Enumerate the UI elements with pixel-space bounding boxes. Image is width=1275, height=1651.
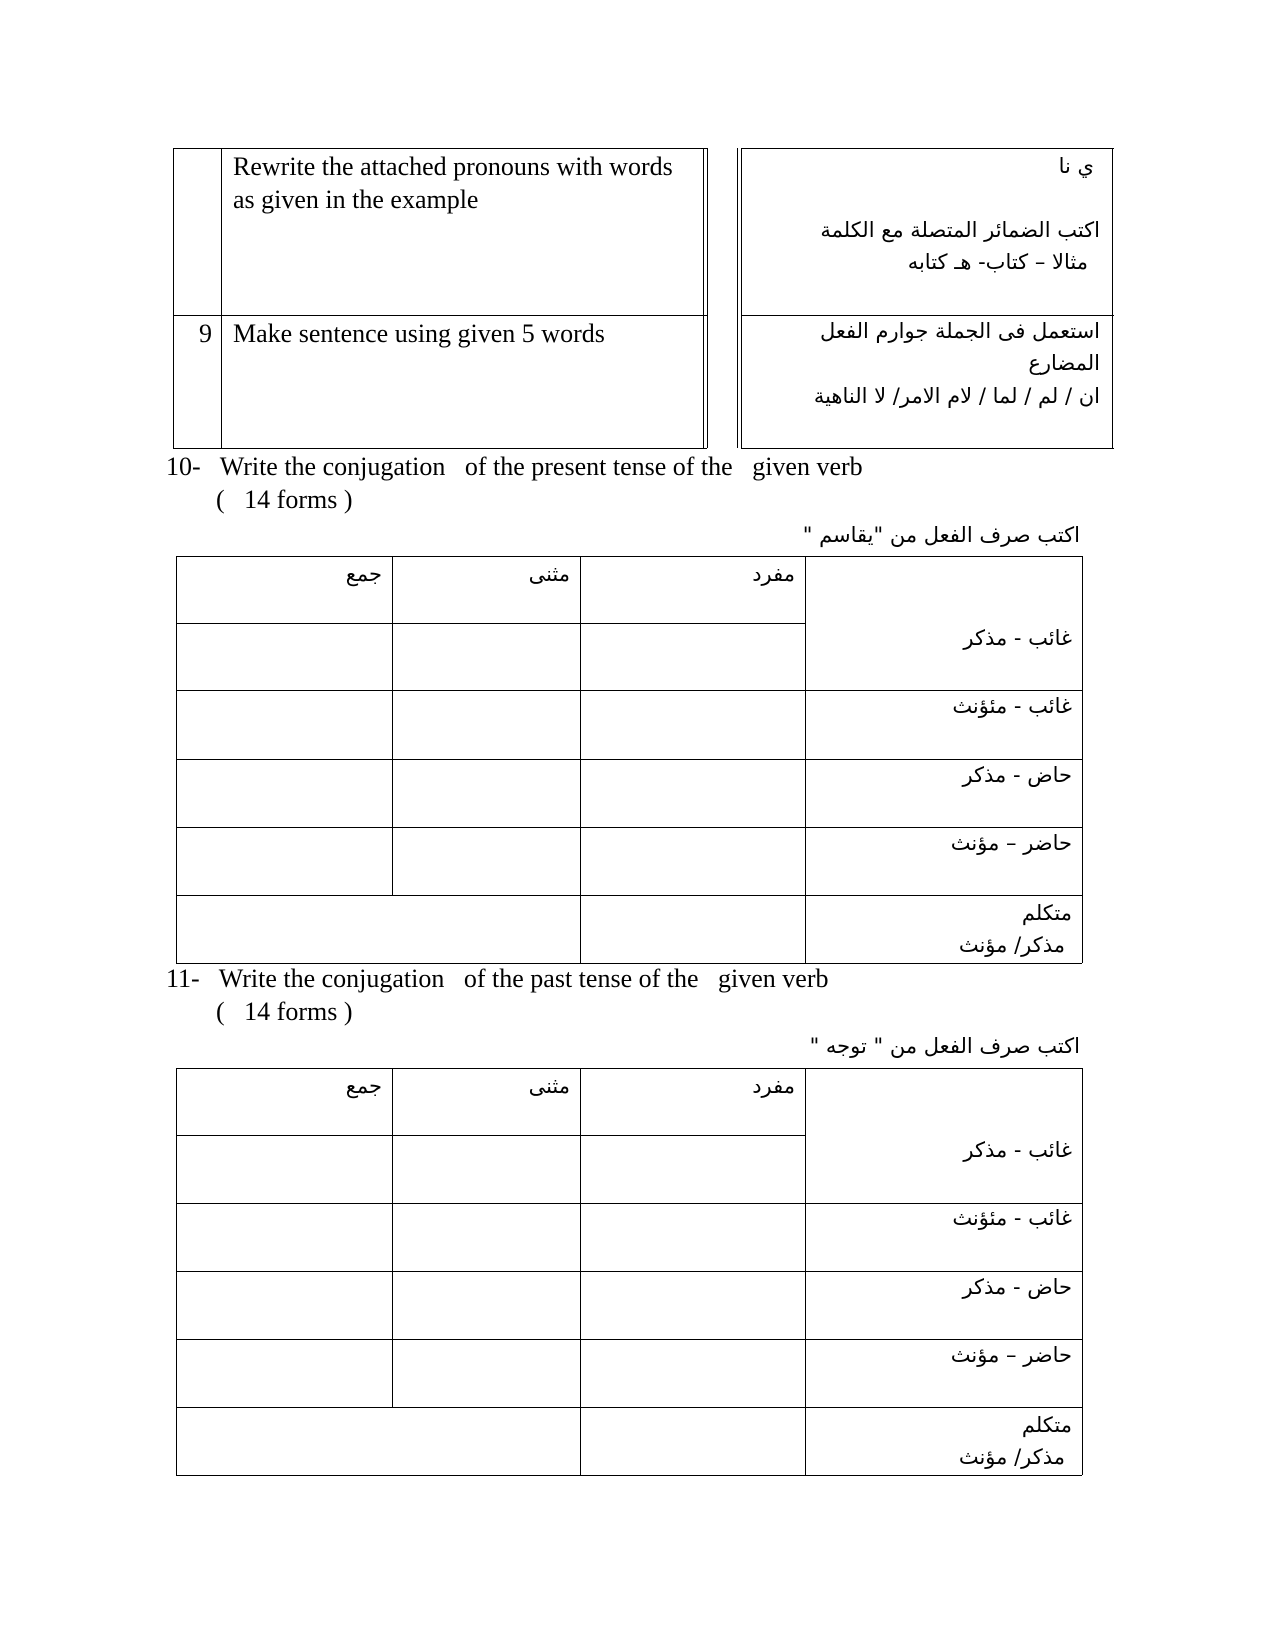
table-border [176,1068,177,1475]
table-border [741,448,1114,449]
table-border [176,1068,1082,1069]
table-border [805,1068,806,1475]
header-plural: جمع [345,1074,382,1098]
table-border [173,315,707,316]
header-singular: مفرد [752,1074,795,1098]
question-9-arabic-words: ان / لم / لما / لام الامر/ لا الناهية [813,384,1100,408]
row-label-speaker: متكلم [1021,901,1072,925]
question-number: 9 [199,319,212,348]
row-label-speaker-gender: مذكر/ مؤنث [958,1445,1065,1469]
row-label-speaker-gender: مذكر/ مؤنث [958,933,1065,957]
header-dual: مثنى [528,562,570,586]
question-10-arabic-instruction: اكتب صرف الفعل من "يقاسم " [802,523,1080,547]
table-border [176,556,1082,557]
table-border [1082,1068,1083,1475]
table-border [707,148,708,448]
question-8-english: Rewrite the attached pronouns with words as given in the example [233,152,673,214]
table-border [176,1135,805,1136]
table-border [173,448,707,449]
table-border [176,623,805,624]
table-border [1112,148,1113,448]
row-label-absent-masculine: غائب - مذكر [963,1138,1072,1162]
header-plural: جمع [345,562,382,586]
question-8-arabic-pronouns: ي نا [1058,154,1094,178]
question-11-title: 11- Write the conjugation of the past tense of the given verb [166,964,829,993]
table-border [580,556,581,963]
table-border [805,556,806,963]
table-border [176,1475,1082,1476]
question-11-arabic-instruction: اكتب صرف الفعل من " توجه " [809,1034,1080,1058]
table-border [580,1068,581,1475]
table-border [173,148,707,149]
table-border [392,556,393,895]
question-8-arabic-example: مثالا – كتاب- هـ كتابه [907,250,1088,274]
table-border [176,1407,1082,1408]
row-label-absent-feminine: غائب - مئؤنث [952,694,1072,718]
row-label-present-masculine: حاض - مذكر [962,763,1072,787]
table-border [703,148,704,448]
question-11-forms: ( 14 forms ) [216,997,353,1026]
table-border [1082,556,1083,963]
table-border [741,148,1114,149]
table-border [741,148,742,448]
question-9-arabic-instruction: استعمل فى الجملة جوارم الفعل المضارع [819,319,1100,375]
row-label-absent-feminine: غائب - مئؤنث [952,1206,1072,1230]
question-9-english: Make sentence using given 5 words [233,319,605,348]
question-8-arabic-instruction: اكتب الضمائر المتصلة مع الكلمة [820,218,1100,242]
question-10-forms: ( 14 forms ) [216,485,353,514]
row-label-present-feminine: حاضر – مؤنث [950,831,1072,855]
table-border [221,148,222,448]
table-border [737,148,738,448]
table-border [176,895,1082,896]
header-singular: مفرد [752,562,795,586]
row-label-absent-masculine: غائب - مذكر [963,626,1072,650]
table-border [176,556,177,963]
header-dual: مثنى [528,1074,570,1098]
row-label-present-masculine: حاض - مذكر [962,1275,1072,1299]
question-10-title: 10- Write the conjugation of the present tense of the given verb [166,452,863,481]
row-label-present-feminine: حاضر – مؤنث [950,1343,1072,1367]
row-label-speaker: متكلم [1021,1413,1072,1437]
table-border [392,1068,393,1407]
table-border [173,148,174,448]
